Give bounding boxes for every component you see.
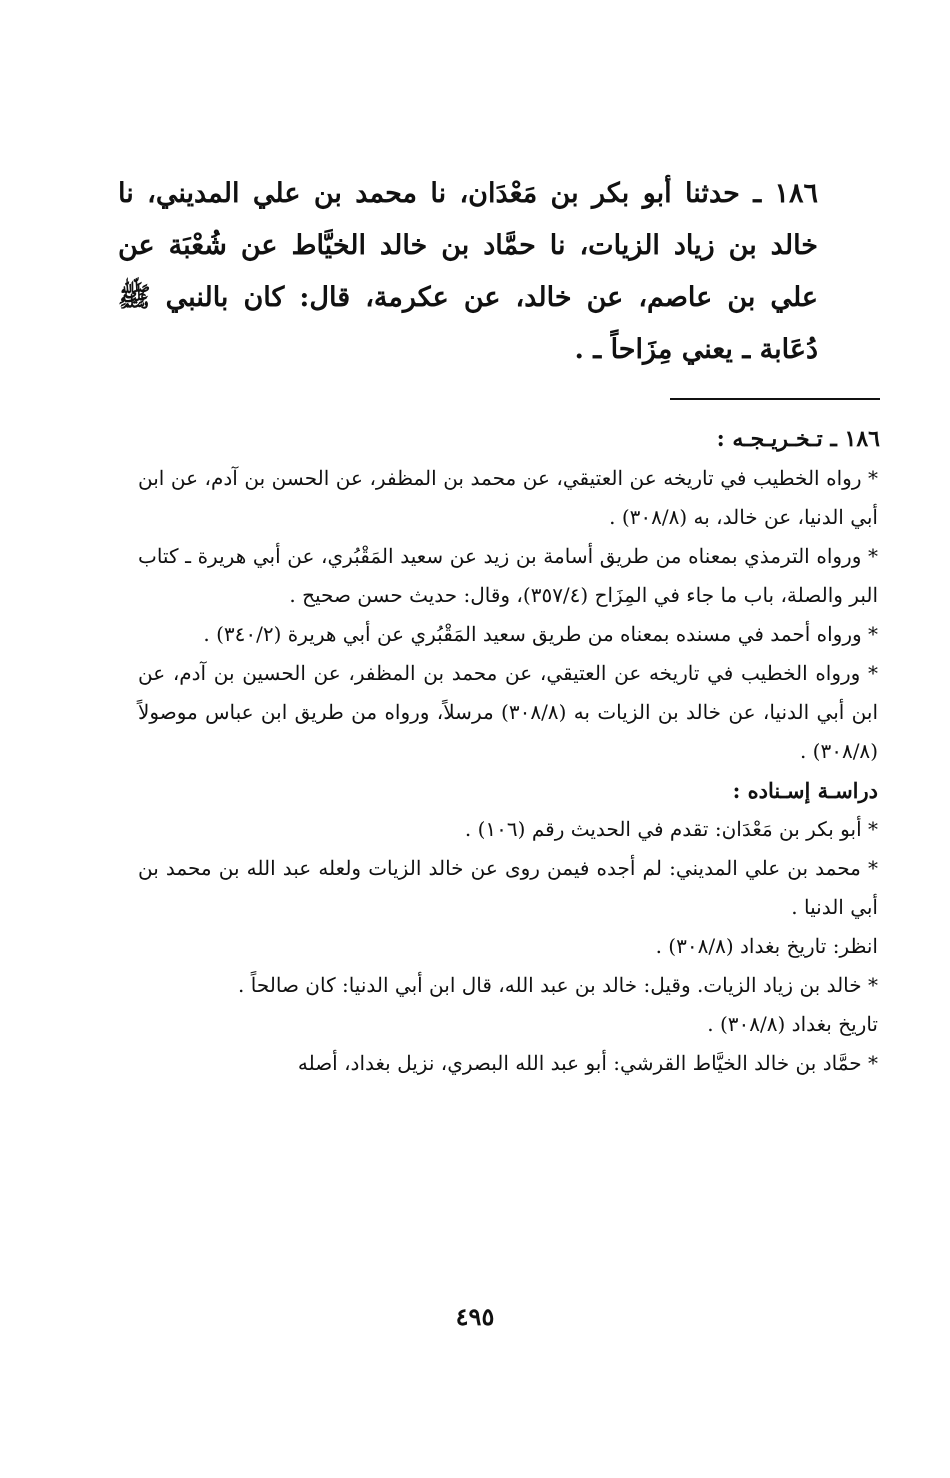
footnote-separator	[670, 398, 880, 400]
dirasa-paragraph: * محمد بن علي المديني: لم أجده فيمن روى عن خالد الزيات ولعله عبد الله بن محمد بن أبي الدنيا .	[138, 856, 878, 919]
takhrij-heading: ١٨٦ ـ تـخـريـجـه :	[716, 426, 880, 452]
takhrij-paragraph: * ورواه الخطيب في تاريخه عن العتيقي، عن محمد بن المظفر، عن الحسين بن آدم، عن ابن أبي الدنيا، عن خالد بن الزيات به (٣٠٨/٨) مرسلاً، ورواه من طريق ابن عباس موصولاً (٣٠٨/٨) .	[138, 661, 879, 763]
page-number: ٤٩٥	[455, 1302, 495, 1331]
dirasa-paragraph: * حمَّاد بن خالد الخيَّاط القرشي: أبو عبد الله البصري، نزيل بغداد، أصله	[297, 1051, 878, 1075]
takhrij-paragraph: * ورواه الترمذي بمعناه من طريق أسامة بن زيد عن سعيد المَقْبُري، عن أبي هريرة ـ كتاب البر والصلة، باب ما جاء في المِزَاح (٣٥٧/٤)، وقال: حديث حسن صحيح .	[138, 544, 878, 607]
footnote-section	[138, 420, 878, 1083]
dirasa-paragraph: تاريخ بغداد (٣٠٨/٨) .	[707, 1012, 878, 1036]
dirasa-paragraph: * أبو بكر بن مَعْدَان: تقدم في الحديث رقم (١٠٦) .	[464, 817, 878, 841]
dirasa-paragraph: * خالد بن زياد الزيات. وقيل: خالد بن عبد الله، قال ابن أبي الدنيا: كان صالحاً .	[238, 973, 878, 997]
dirasa-heading: دراسـة إسـناده :	[732, 778, 878, 803]
hadith-text: ١٨٦ ـ حدثنا أبو بكر بن مَعْدَان، نا محمد بن علي المديني، نا خالد بن زياد الزيات، نا حمَّاد بن خالد الخيَّاط عن شُعْبَة عن علي بن عاصم، عن خالد، عن عكرمة، قال: كان بالنبي ﷺ دُعَابة ـ يعني مِزَاحاً ـ .	[118, 178, 818, 365]
takhrij-paragraph: * رواه الخطيب في تاريخه عن العتيقي، عن محمد بن المظفر، عن الحسن بن آدم، عن ابن أبي الدنيا، عن خالد، به (٣٠٨/٨) .	[138, 466, 878, 529]
takhrij-paragraph: * ورواه أحمد في مسنده بمعناه من طريق سعيد المَقْبُري عن أبي هريرة (٣٤٠/٢) .	[203, 622, 878, 646]
dirasa-paragraph: انظر: تاريخ بغداد (٣٠٨/٨) .	[655, 934, 878, 958]
